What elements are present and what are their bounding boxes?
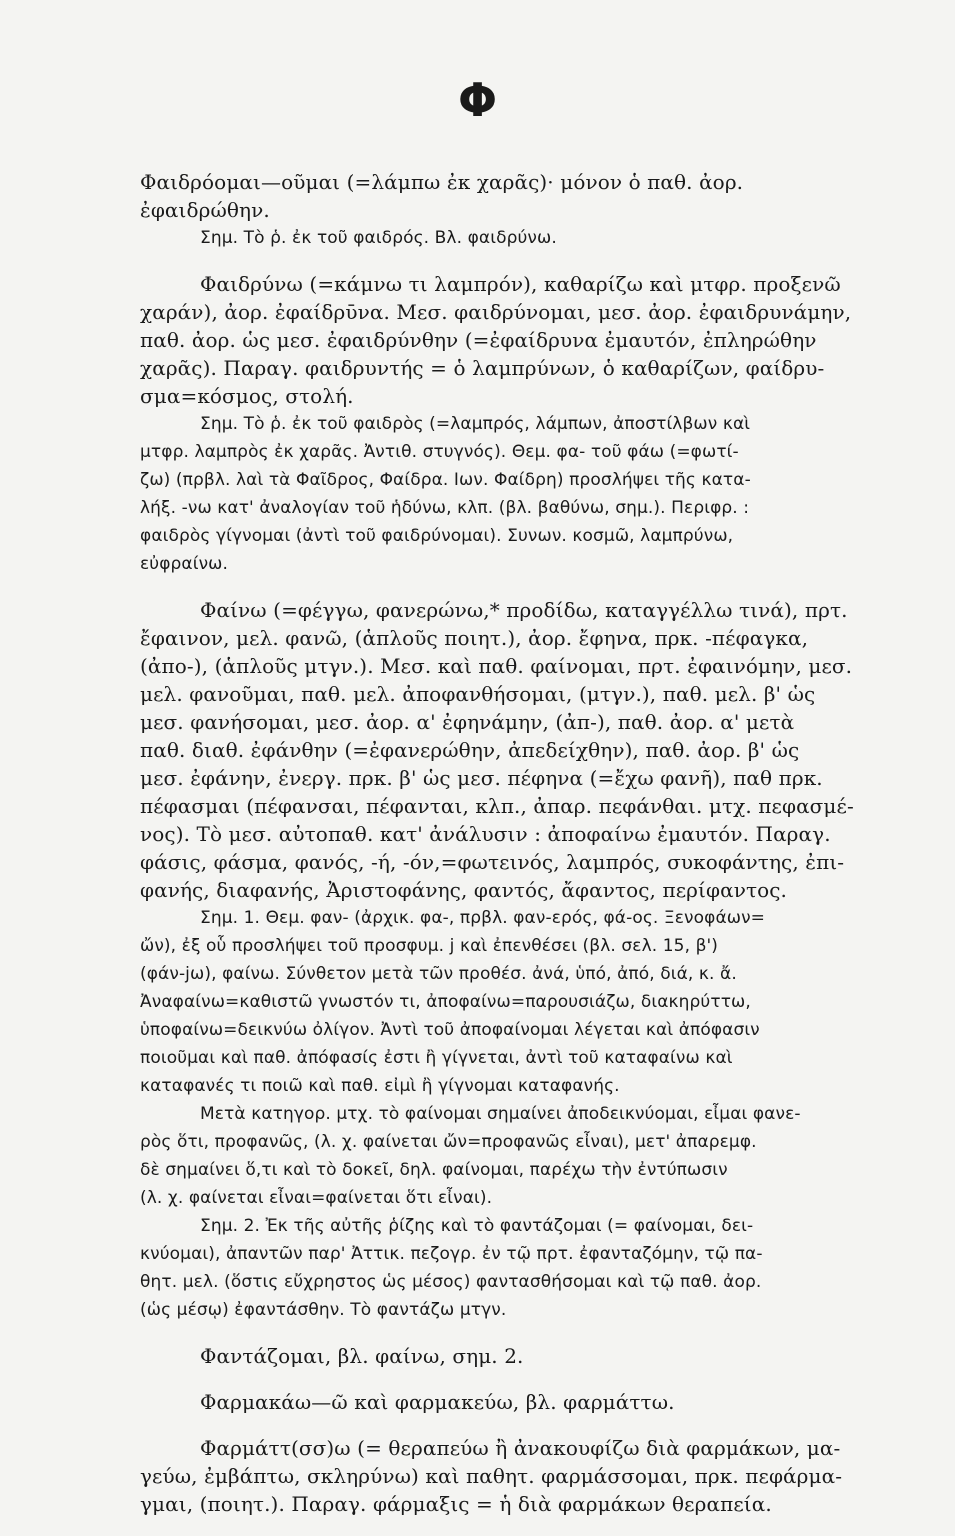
text-line: γμαι, (ποιητ.). Παραγ. φάρμαξις = ἡ διὰ φαρμάκων θεραπεία. [140,1492,772,1516]
text-line: μελ. φανοῦμαι, παθ. μελ. ἀποφανθήσομαι, (μτγν.), παθ. μελ. β' ὡς [140,682,816,706]
note-line: (ὡς μέσῳ) ἐφαντάσθην. Τὸ φαντάζω μτγν. [140,1300,507,1320]
text-line: ἐφαιδρώθην. [140,198,270,222]
text-line: παθ. διαθ. ἐφάνθην (=ἐφανερώθην, ἀπεδείχθην), παθ. ἀορ. β' ὡς [140,738,800,762]
text-line: φάσις, φάσμα, φανός, -ή, -όν,=φωτεινός, λαμπρός, συκοφάντης, ἐπι- [140,850,845,874]
entry-farmakao [140,1388,955,1416]
text-line: Φαρμάττ(σσ)ω (= θεραπεύω ἢ ἀνακουφίζω διὰ φαρμάκων, μα- [200,1436,841,1460]
text-line: Φαρμακάω—ῶ καὶ φαρμακεύω, βλ. φαρμάττω. [200,1390,675,1414]
entry-fantazomai [140,1342,955,1370]
text-line: γεύω, ἐμβάπτω, σκληρύνω) καὶ παθητ. φαρμάσσομαι, πρκ. πεφάρμα- [140,1464,843,1488]
section-letter: Φ [457,73,498,127]
text-line: ἔφαινον, μελ. φανῶ, (ἁπλοῦς ποιητ.), ἀορ. ἔφηνα, πρκ. -πέφαγκα, [140,626,809,650]
text-line: Φαιδρόομαι—οῦμαι (=λάμπω ἐκ χαρᾶς)· μόνον ὁ παθ. ἀορ. [140,170,744,194]
entry-faidryno [140,270,955,578]
note-line: ὤν), ἐξ οὗ προσλήψει τοῦ προσφυμ. j καὶ ἐπενθέσει (βλ. σελ. 15, β') [140,936,719,956]
note-line: ποιοῦμαι καὶ παθ. ἀπόφασίς ἐστι ἢ γίγνεται, ἀντὶ τοῦ καταφαίνω καὶ [140,1048,733,1068]
note-line: (λ. χ. φαίνεται εἶναι=φαίνεται ὅτι εἶναι). [140,1188,493,1208]
text-line: χαράν), ἀορ. ἐφαίδρῡνα. Μεσ. φαιδρύνομαι, μεσ. ἀορ. ἐφαιδρυνάμην, [140,300,852,324]
note-line: Σημ. Τὸ ῥ. ἐκ τοῦ φαιδρός. Βλ. φαιδρύνω. [200,228,557,248]
note-line: Σημ. 1. Θεμ. φαν- (ἀρχικ. φα-, πρβλ. φαν-ερός, φά-ος. Ξενοφάων= [200,908,766,928]
note-line: Μετὰ κατηγορ. μτχ. τὸ φαίνομαι σημαίνει ἀποδεικνύομαι, εἶμαι φανε- [200,1104,801,1124]
entry-faino [140,596,955,1324]
note-line: ρὸς ὅτι, προφανῶς, (λ. χ. φαίνεται ὤν=προφανῶς εἶναι), μετ' ἀπαρεμφ. [140,1132,757,1152]
text-line: (ἀπο-), (ἁπλοῦς μτγν.). Μεσ. καὶ παθ. φαίνομαι, πρτ. ἐφαινόμην, μεσ. [140,654,853,678]
note-line: θητ. μελ. (ὅστις εὔχρηστος ὡς μέσος) φαντασθήσομαι καὶ τῷ παθ. ἀορ. [140,1272,762,1292]
text-line: μεσ. φανήσομαι, μεσ. ἀορ. α' ἐφηνάμην, (ἀπ-), παθ. ἀορ. α' μετὰ [140,710,795,734]
text-line: χαρᾶς). Παραγ. φαιδρυντής = ὁ λαμπρύνων, ὁ καθαρίζων, φαίδρυ- [140,356,825,380]
text-line: Φαντάζομαι, βλ. φαίνω, σημ. 2. [200,1344,524,1368]
text-line: πέφασμαι (πέφανσαι, πέφανται, κλπ., ἀπαρ. πεφάνθαι. μτχ. πεφασμέ- [140,794,854,818]
note-line: μτφρ. λαμπρὸς ἐκ χαρᾶς. Ἀντιθ. στυγνός). Θεμ. φα- τοῦ φάω (=φωτί- [140,442,739,462]
note-line: ζω) (πρβλ. λαὶ τὰ Φαῖδρος, Φαίδρα. Ιων. Φαίδρη) προσλήψει τῆς κατα- [140,470,751,490]
note-line: λήξ. -νω κατ' ἀναλογίαν τοῦ ἡδύνω, κλπ. (βλ. βαθύνω, σημ.). Περιφρ. : [140,498,750,518]
text-line: Φαίνω (=φέγγω, φανερώνω,* προδίδω, καταγγέλλω τινά), πρτ. [200,598,848,622]
note-line: Σημ. Τὸ ῥ. ἐκ τοῦ φαιδρὸς (=λαμπρός, λάμπων, ἀποστίλβων καὶ [200,414,751,434]
entry-faidroomai [140,168,955,252]
note-line: εὐφραίνω. [140,554,229,574]
text-line: παθ. ἀορ. ὡς μεσ. ἐφαιδρύνθην (=ἐφαίδρυνα ἐμαυτόν, ἐπληρώθην [140,328,817,352]
note-line: καταφανές τι ποιῶ καὶ παθ. εἰμὶ ἢ γίγνομαι καταφανής. [140,1076,620,1096]
note-line: Σημ. 2. Ἐκ τῆς αὐτῆς ῥίζης καὶ τὸ φαντάζομαι (= φαίνομαι, δει- [200,1216,754,1236]
text-line: μεσ. ἐφάνην, ἐνεργ. πρκ. β' ὡς μεσ. πέφηνα (=ἔχω φανῆ), παθ πρκ. [140,766,823,790]
note-line: δὲ σημαίνει ὅ,τι καὶ τὸ δοκεῖ, δηλ. φαίνομαι, παρέχω τὴν ἐντύπωσιν [140,1160,728,1180]
note-line: φαιδρὸς γίγνομαι (ἀντὶ τοῦ φαιδρύνομαι). Συνων. κοσμῶ, λαμπρύνω, [140,526,734,546]
text-line: φανής, διαφανής, Ἀριστοφάνης, φαντός, ἄφαντος, περίφαντος. [140,878,788,902]
text-line: νος). Τὸ μεσ. αὐτοπαθ. κατ' ἀνάλυσιν : ἀποφαίνω ἐμαυτόν. Παραγ. [140,822,831,846]
entry-farmatto [140,1434,955,1518]
note-line: κνύομαι), ἀπαντῶν παρ' Ἀττικ. πεζογρ. ἐν τῷ πρτ. ἐφανταζόμην, τῷ πα- [140,1244,763,1264]
text-line: Φαιδρύνω (=κάμνω τι λαμπρόν), καθαρίζω καὶ μτφρ. προξενῶ [200,272,841,296]
note-line: Ἀναφαίνω=καθιστῶ γνωστόν τι, ἀποφαίνω=παρουσιάζω, διακηρύττω, [140,992,751,1012]
text-line: σμα=κόσμος, στολή. [140,384,354,408]
entries-column [140,168,955,1536]
note-line: ὑποφαίνω=δεικνύω ὀλίγον. Ἀντὶ τοῦ ἀποφαίνομαι λέγεται καὶ ἀπόφασιν [140,1020,760,1040]
note-line: (φάν-jω), φαίνω. Σύνθετον μετὰ τῶν προθέσ. ἀνά, ὑπό, ἀπό, διά, κ. ἄ. [140,964,737,984]
